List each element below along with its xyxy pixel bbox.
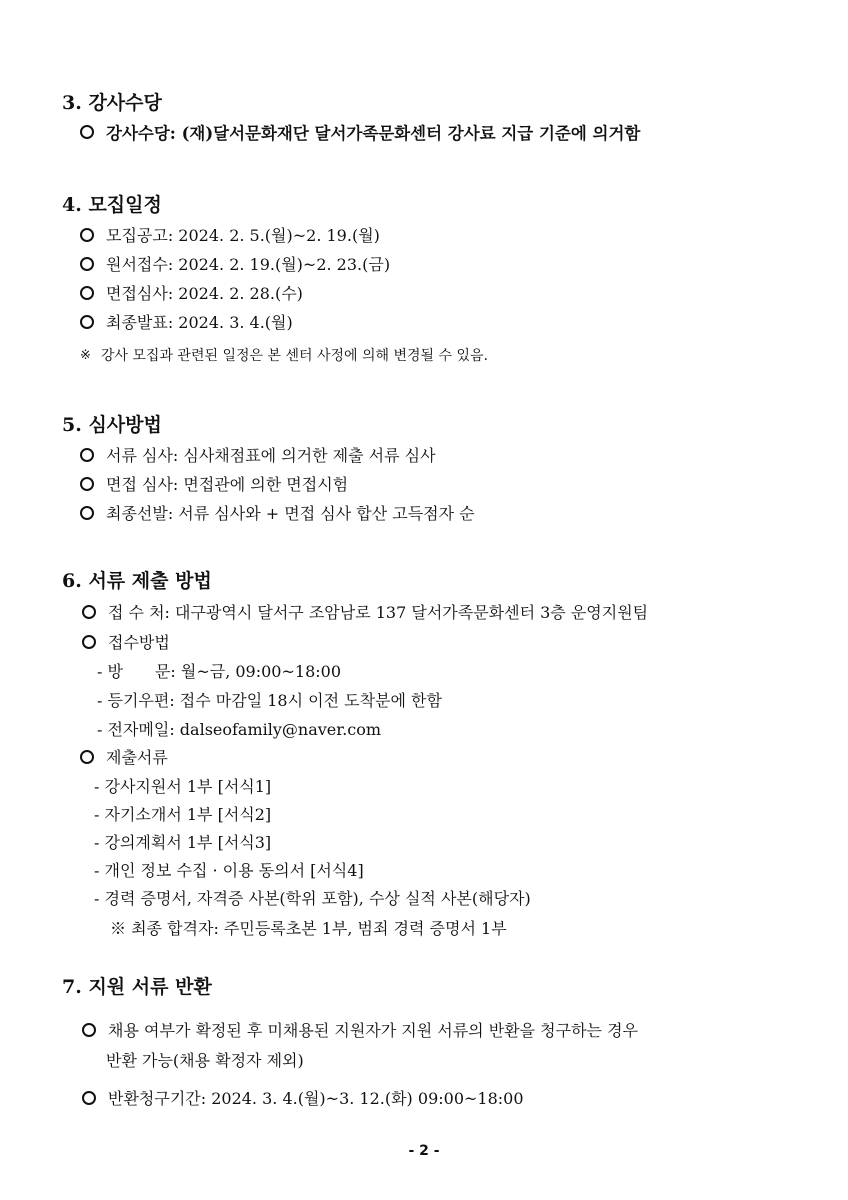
document-item: - 경력 증명서, 자격증 사본(학위 포함), 수상 실적 사본(해당자) [94,889,531,908]
return-item-continuation: 반환 가능(채용 확정자 제외) [106,1051,304,1070]
final-documents-note: ※ 최종 합격자: 주민등록초본 1부, 범죄 경력 증명서 1부 [110,919,507,938]
document-item: - 자기소개서 1부 [서식2] [94,805,272,824]
schedule-item [80,223,380,246]
documents-title [80,745,168,768]
document-item: - 강의계획서 1부 [서식3] [94,833,272,852]
circle-bullet-icon [82,1091,96,1105]
schedule-note [80,345,488,365]
return-period [82,1086,524,1109]
page-number: - 2 - [408,1143,440,1159]
schedule-item [80,281,303,304]
submission-method: - 등기우편: 접수 마감일 18시 이전 도착분에 한함 [97,691,442,710]
schedule-item-text: 모집공고: 2024. 2. 5.(월)~2. 19.(월) [106,226,380,245]
circle-bullet-icon [80,286,94,300]
document-item: - 강사지원서 1부 [서식1] [94,777,272,796]
documents-title-text: 제출서류 [106,748,168,767]
circle-bullet-icon [80,228,94,242]
note-mark: ※ [80,347,91,363]
circle-bullet-icon [80,448,94,462]
section-7-heading: 7. 지원 서류 반환 [62,976,212,998]
review-item-text: 최종선발: 서류 심사와 + 면접 심사 합산 고득점자 순 [106,504,475,523]
circle-bullet-icon [82,605,96,619]
section-5-heading: 5. 심사방법 [62,414,162,436]
document-item: - 개인 정보 수집 · 이용 동의서 [서식4] [94,861,364,880]
submission-method-title-text: 접수방법 [108,633,170,652]
schedule-item-text: 면접심사: 2024. 2. 28.(수) [106,284,303,303]
submission-method: - 방 문: 월~금, 09:00~18:00 [97,662,341,681]
section-3-item-text: 강사수당: (재)달서문화재단 달서가족문화센터 강사료 지급 기준에 의거함 [106,124,641,143]
circle-bullet-icon [80,315,94,329]
return-item [82,1018,638,1041]
review-item [80,472,348,495]
section-3-item [80,120,640,144]
schedule-item [80,310,293,333]
submission-method: - 전자메일: dalseofamily@naver.com [97,720,382,739]
review-item-text: 서류 심사: 심사채점표에 의거한 제출 서류 심사 [106,446,436,465]
circle-bullet-icon [80,125,94,139]
schedule-item [80,252,390,275]
schedule-item-text: 원서접수: 2024. 2. 19.(월)~2. 23.(금) [106,255,391,274]
section-4-heading: 4. 모집일정 [62,194,162,216]
submission-place-text: 접 수 처: 대구광역시 달서구 조암남로 137 달서가족문화센터 3층 운영지원팀 [108,603,649,622]
circle-bullet-icon [82,1023,96,1037]
circle-bullet-icon [82,635,96,649]
schedule-note-text: 강사 모집과 관련된 일정은 본 센터 사정에 의해 변경될 수 있음. [100,348,488,364]
submission-method-title [82,630,170,653]
circle-bullet-icon [80,750,94,764]
section-3-heading: 3. 강사수당 [62,92,162,114]
circle-bullet-icon [80,506,94,520]
submission-place [82,600,648,623]
return-period-text: 반환청구기간: 2024. 3. 4.(월)~3. 12.(화) 09:00~18:00 [108,1089,524,1108]
schedule-item-text: 최종발표: 2024. 3. 4.(월) [106,313,293,332]
return-item-text: 채용 여부가 확정된 후 미채용된 지원자가 지원 서류의 반환을 청구하는 경우 [108,1021,638,1040]
review-item-text: 면접 심사: 면접관에 의한 면접시험 [106,475,349,494]
circle-bullet-icon [80,257,94,271]
circle-bullet-icon [80,477,94,491]
review-item [80,443,436,466]
review-item [80,501,475,524]
section-6-heading: 6. 서류 제출 방법 [62,570,212,592]
